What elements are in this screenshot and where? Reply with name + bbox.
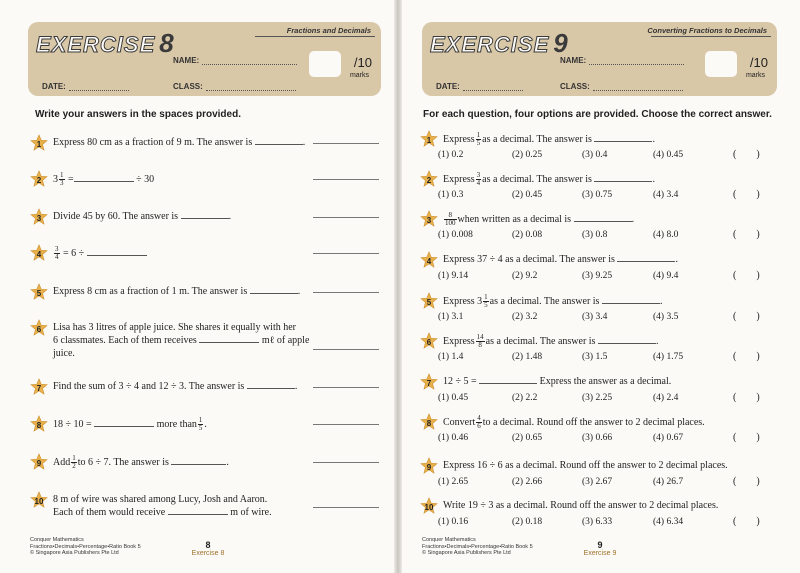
question-number: 10 [424, 503, 434, 512]
question-text: Express 16 ÷ 6 as a decimal. Round off the answer to 2 decimal places. [443, 460, 728, 471]
option-2[interactable]: (2) 9.2 [512, 271, 538, 281]
fraction-denominator: 6 [477, 422, 481, 430]
question-body [53, 172, 154, 187]
option-4[interactable]: (4) 6.34 [653, 517, 684, 527]
option-4[interactable]: (4) 3.5 [653, 312, 679, 322]
question-text: Express [443, 133, 475, 145]
question-text: Divide 45 by 60. The answer is [53, 211, 179, 222]
question-body [443, 375, 671, 388]
answer-blank[interactable] [255, 136, 303, 145]
option-1[interactable]: (1) 0.45 [438, 393, 469, 403]
question-text: Add [53, 456, 71, 468]
question-text: Express [443, 173, 475, 185]
question-text: Express 37 ÷ 4 as a decimal. The answer is [443, 254, 615, 265]
answer-blank[interactable] [94, 418, 154, 427]
fraction-numerator: 3 [55, 245, 59, 253]
marks-label: marks [745, 72, 765, 79]
answer-blank[interactable] [87, 247, 147, 256]
star-number-badge [30, 208, 48, 226]
option-1[interactable]: (1) 0.2 [438, 150, 464, 160]
star-number-badge [420, 292, 438, 310]
question-number: 8 [426, 419, 432, 428]
question-text: Express 3 [443, 295, 483, 307]
star-number-badge [420, 373, 438, 391]
star-number-badge [30, 170, 48, 188]
star-number-badge [420, 497, 438, 515]
answer-blank[interactable] [602, 295, 660, 304]
star-number-badge [30, 415, 48, 433]
option-4[interactable]: (4) 8.0 [653, 230, 679, 240]
star-number-badge [420, 170, 438, 188]
option-2[interactable]: (2) 0.18 [512, 517, 543, 527]
divider [651, 36, 771, 37]
score-total: /10 [749, 55, 768, 70]
question-number: 1 [36, 140, 42, 149]
question-text: 12 ÷ 5 = [443, 376, 477, 387]
question-body: Express 37 ÷ 4 as a decimal. The answer is . [443, 254, 678, 265]
question-text: . [294, 381, 298, 392]
question-number: 2 [426, 176, 432, 185]
star-number-badge [420, 251, 438, 269]
question-number: 8 [36, 421, 42, 430]
question-text: 6 classmates. Each of them receives [53, 335, 197, 346]
question-text: 3 [53, 173, 58, 185]
option-3[interactable]: (3) 6.33 [582, 517, 613, 527]
question-text: as a decimal. The answer is [482, 133, 592, 145]
footer-exercise: Exercise 9 [583, 550, 617, 557]
footer-credits: Conquer Mathematics Fractions•Decimals•Percentage•Ratio Book 5 © Singapore Asia Publishers Pte Ltd [30, 537, 141, 556]
answer-blank[interactable] [250, 285, 298, 294]
question-text: . [204, 418, 207, 430]
date-field[interactable]: DATE: [436, 82, 523, 91]
question-text: mℓ of apple [261, 335, 310, 346]
question-text: to a decimal. Round off the answer to 2 decimal places. [482, 416, 705, 428]
question-number: 10 [34, 497, 44, 506]
option-3[interactable]: (3) 0.4 [582, 150, 608, 160]
option-1[interactable]: (1) 1.4 [438, 352, 464, 362]
date-field[interactable]: DATE: [42, 82, 129, 91]
question-body [53, 417, 207, 432]
question-number: 7 [426, 379, 432, 388]
star-number-badge [30, 319, 48, 337]
answer-blank[interactable] [594, 133, 652, 142]
fraction-numerator: 1 [484, 293, 488, 301]
question-number: 7 [36, 384, 42, 393]
answer-blank[interactable] [199, 334, 259, 343]
question-body [53, 380, 297, 393]
option-1[interactable]: (1) 0.46 [438, 433, 469, 443]
option-2[interactable]: (2) 3.2 [512, 312, 538, 322]
answer-line[interactable] [313, 253, 379, 254]
option-4[interactable]: (4) 26.7 [653, 477, 684, 487]
page-footer [580, 540, 620, 557]
question-body [53, 210, 231, 223]
star-number-badge [30, 134, 48, 152]
answer-line[interactable] [313, 424, 379, 425]
option-2[interactable]: (2) 0.25 [512, 150, 543, 160]
star-number-badge [420, 210, 438, 228]
option-1[interactable]: (1) 0.3 [438, 190, 464, 200]
option-2[interactable]: (2) 2.2 [512, 393, 538, 403]
fraction [476, 132, 482, 147]
star-number-badge [420, 413, 438, 431]
fraction-denominator: 5 [476, 139, 481, 147]
option-1[interactable]: (1) 9.14 [438, 271, 469, 281]
question-body [53, 321, 383, 360]
answer-blank[interactable] [247, 380, 295, 389]
fraction [476, 172, 482, 187]
fraction-denominator: 4 [476, 179, 481, 187]
book-spine [394, 0, 402, 573]
question-body [53, 493, 383, 519]
score-box[interactable] [309, 51, 341, 77]
question-text: when written as a decimal is [457, 213, 572, 225]
question-number: 9 [426, 463, 432, 472]
answer-bracket[interactable]: ( ) [733, 149, 760, 160]
option-3[interactable]: (3) 2.67 [582, 477, 613, 487]
option-4[interactable]: (4) 2.4 [653, 393, 679, 403]
page-footer [188, 540, 228, 557]
question-text: 8 m of wire was shared among Lucy, Josh and Aaron. [53, 494, 268, 505]
question-number: 2 [36, 176, 42, 185]
page-number: 8 [205, 540, 211, 550]
footer-exercise: Exercise 8 [191, 550, 225, 557]
question-text: Convert [443, 416, 476, 428]
instructions: For each question, four options are provided. Choose the correct answer. [423, 109, 772, 120]
question-text: juice. [53, 348, 75, 359]
exercise-title: EXERCISE 8 [36, 28, 175, 58]
star-number-badge [30, 244, 48, 262]
question-text: m of wire. [230, 507, 272, 518]
fraction-numerator: 1 [60, 171, 64, 179]
question-number: 3 [426, 216, 432, 225]
option-1[interactable]: (1) 3.1 [438, 312, 464, 322]
question-text: Express 8 cm as a fraction of 1 m. The answer is [53, 286, 248, 297]
option-2[interactable]: (2) 2.66 [512, 477, 543, 487]
score-total: /10 [353, 55, 372, 70]
answer-line[interactable] [313, 349, 379, 350]
fraction [476, 334, 485, 349]
answer-blank[interactable] [598, 335, 656, 344]
answer-bracket[interactable]: ( ) [733, 432, 760, 443]
fraction-denominator: 8 [478, 341, 482, 349]
answer-line[interactable] [313, 387, 379, 388]
class-field[interactable]: CLASS: [173, 82, 296, 91]
fraction-numerator: 1 [198, 416, 203, 424]
answer-blank[interactable] [181, 210, 229, 219]
question-body: Express $\frac{1}{5}$ as a decimal. The answer is . [443, 131, 655, 147]
answer-blank[interactable] [594, 173, 652, 182]
answer-bracket[interactable]: ( ) [733, 229, 760, 240]
option-2[interactable]: (2) 0.45 [512, 190, 543, 200]
question-text: . [302, 137, 306, 148]
exercise-title: EXERCISE 9 [430, 28, 569, 58]
question-body: $\frac{8}{100}$ when written as a decimal is . [445, 211, 635, 227]
question-number: 5 [426, 298, 432, 307]
option-3[interactable]: (3) 0.66 [582, 433, 613, 443]
option-2[interactable]: (2) 0.65 [512, 433, 543, 443]
answer-bracket[interactable]: ( ) [733, 392, 760, 403]
question-number: 3 [36, 214, 42, 223]
answer-line[interactable] [313, 217, 379, 218]
fraction-numerator: 8 [444, 212, 457, 220]
question-body [53, 455, 229, 470]
fraction-denominator: 100 [445, 219, 456, 227]
question-text: Express the answer as a decimal. [539, 376, 672, 387]
answer-blank[interactable] [617, 253, 675, 262]
divider [255, 36, 375, 37]
fraction-numerator: 1 [72, 454, 76, 462]
footer-credits: Conquer Mathematics Fractions•Decimals•Percentage•Ratio Book 5 © Singapore Asia Publishers Pte Ltd [422, 537, 533, 556]
question-text: Express 80 cm as a fraction of 9 m. The answer is [53, 137, 253, 148]
question-number: 4 [426, 257, 432, 266]
option-3[interactable]: (3) 1.5 [582, 352, 608, 362]
fraction-numerator: 1 [476, 131, 481, 139]
star-number-badge [30, 491, 48, 509]
answer-line[interactable] [313, 179, 379, 180]
option-3[interactable]: (3) 2.25 [582, 393, 613, 403]
exercise-header [422, 22, 777, 96]
score-box[interactable] [705, 51, 737, 77]
question-text: Lisa has 3 litres of apple juice. She shares it equally with her [53, 322, 296, 333]
answer-bracket[interactable]: ( ) [733, 311, 760, 322]
fraction [59, 172, 65, 187]
question-text: ÷ 30 [136, 173, 155, 185]
option-1[interactable]: (1) 0.16 [438, 517, 469, 527]
fraction-denominator: 3 [60, 179, 64, 187]
answer-blank[interactable] [74, 173, 134, 182]
fraction-numerator: 3 [476, 171, 481, 179]
question-text: = 6 ÷ [60, 247, 85, 259]
option-1[interactable]: (1) 0.008 [438, 230, 473, 240]
question-body [53, 136, 305, 149]
answer-line[interactable] [313, 143, 379, 144]
question-number: 4 [36, 250, 42, 259]
star-number-badge [420, 332, 438, 350]
answer-bracket[interactable]: ( ) [733, 476, 760, 487]
answer-bracket[interactable]: ( ) [733, 270, 760, 281]
option-4[interactable]: (4) 9.4 [653, 271, 679, 281]
right-page [400, 0, 800, 573]
answer-bracket[interactable]: ( ) [733, 516, 760, 527]
answer-blank[interactable] [171, 456, 226, 465]
question-text: . [226, 456, 229, 468]
class-field[interactable]: CLASS: [560, 82, 683, 91]
question-text: Each of them would receive [53, 507, 166, 518]
question-body: Express 3 $\frac{1}{5}$ as a decimal. The answer is . [443, 293, 663, 309]
option-3[interactable]: (3) 3.4 [582, 312, 608, 322]
fraction [198, 417, 204, 432]
star-number-badge [420, 130, 438, 148]
option-4[interactable]: (4) 1.75 [653, 352, 684, 362]
question-body [53, 246, 147, 261]
name-field[interactable]: NAME: [173, 56, 297, 65]
option-2[interactable]: (2) 0.08 [512, 230, 543, 240]
question-text: as a decimal. The answer is [489, 295, 600, 307]
answer-blank[interactable] [574, 213, 632, 222]
fraction-denominator: 5 [198, 424, 203, 432]
topic-label: Fractions and Decimals [286, 26, 371, 35]
fraction-denominator: 2 [72, 462, 76, 470]
question-number: 6 [426, 338, 432, 347]
question-number: 5 [36, 289, 42, 298]
question-text: as a decimal. The answer is [482, 173, 592, 185]
question-text: 18 ÷ 10 = [53, 418, 92, 430]
name-field[interactable]: NAME: [560, 56, 684, 65]
option-3[interactable]: (3) 9.25 [582, 271, 613, 281]
fraction [476, 415, 482, 430]
question-number: 6 [36, 325, 42, 334]
fraction [444, 212, 457, 227]
question-number: 1 [426, 136, 432, 145]
answer-blank[interactable] [479, 375, 537, 384]
question-text: Write 19 ÷ 3 as a decimal. Round off the answer to 2 decimal places. [443, 500, 719, 511]
question-text: . [228, 211, 232, 222]
topic-label: Converting Fractions to Decimals [647, 26, 767, 35]
option-4[interactable]: (4) 3.4 [653, 190, 679, 200]
answer-bracket[interactable]: ( ) [733, 351, 760, 362]
answer-line[interactable] [313, 292, 379, 293]
question-text: to 6 ÷ 7. The answer is [77, 456, 169, 468]
answer-line[interactable] [313, 462, 379, 463]
question-text: Express [443, 335, 475, 347]
question-body [443, 415, 705, 430]
fraction-numerator: 4 [477, 414, 481, 422]
fraction-denominator: 5 [484, 301, 488, 309]
option-3[interactable]: (3) 0.8 [582, 230, 608, 240]
question-text: Find the sum of 3 ÷ 4 and 12 ÷ 3. The answer is [53, 381, 245, 392]
fraction-denominator: 4 [55, 253, 59, 261]
question-text: as a decimal. The answer is [485, 335, 596, 347]
star-number-badge [30, 283, 48, 301]
question-text: . [297, 286, 301, 297]
left-page [0, 0, 396, 573]
question-body: Express $\frac{14}{8}$ as a decimal. The answer is . [443, 333, 659, 349]
question-text: = [65, 173, 74, 185]
option-4[interactable]: (4) 0.45 [653, 150, 684, 160]
answer-line[interactable] [313, 507, 379, 508]
exercise-header [28, 22, 381, 96]
fraction-numerator: 14 [476, 333, 484, 341]
question-number: 9 [36, 459, 42, 468]
instructions: Write your answers in the spaces provided. [35, 109, 241, 120]
star-number-badge [30, 453, 48, 471]
option-1[interactable]: (1) 2.65 [438, 477, 469, 487]
page-number: 9 [597, 540, 603, 550]
fraction [71, 455, 77, 470]
option-4[interactable]: (4) 0.67 [653, 433, 684, 443]
fraction [483, 294, 489, 309]
question-body: Express $\frac{3}{4}$ as a decimal. The answer is . [443, 171, 655, 187]
question-body [53, 285, 300, 298]
question-text: more than [156, 418, 197, 430]
fraction [54, 246, 60, 261]
question-body [443, 459, 728, 472]
star-number-badge [30, 378, 48, 396]
option-2[interactable]: (2) 1.48 [512, 352, 543, 362]
answer-blank[interactable] [168, 506, 228, 515]
answer-bracket[interactable]: ( ) [733, 189, 760, 200]
question-body [443, 499, 718, 512]
marks-label: marks [349, 72, 369, 79]
option-3[interactable]: (3) 0.75 [582, 190, 613, 200]
star-number-badge [420, 457, 438, 475]
